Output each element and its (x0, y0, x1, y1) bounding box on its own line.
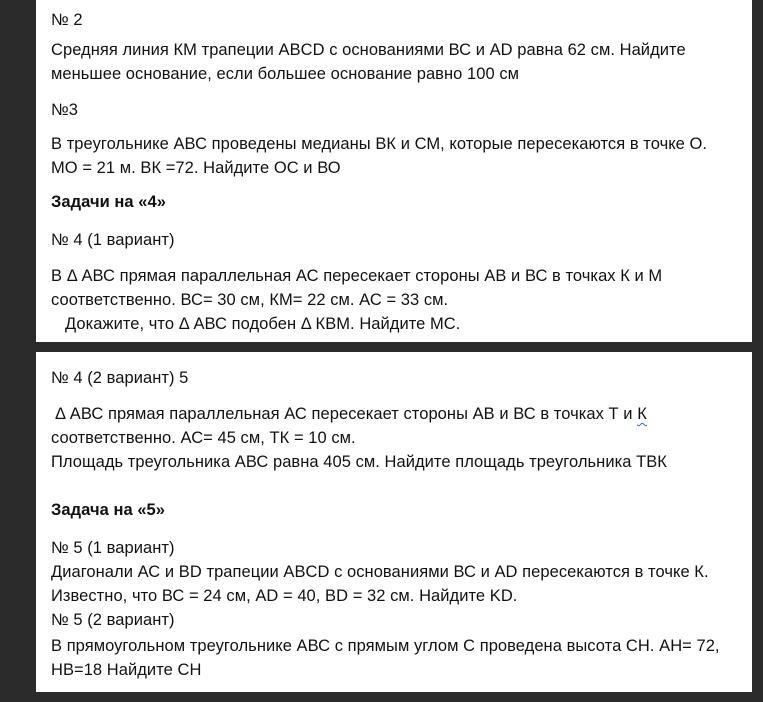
spellcheck-underlined-word: К (637, 405, 647, 423)
section-heading-4: Задачи на «4» (51, 193, 166, 211)
document-page-bottom (36, 352, 752, 692)
text-line: В Δ АВС прямая параллельная АС пересекает стороны АВ и ВС в точках К и М (51, 267, 663, 285)
section-heading-5: Задача на «5» (51, 501, 165, 519)
task-number-5-variant-2: № 5 (2 вариант) (51, 611, 175, 629)
text-line: Докажите, что Δ АВС подобен Δ КВМ. Найдите МС. (65, 315, 461, 333)
text-segment: Δ АВС прямая параллельная АС пересекает стороны АВ и ВС в точках Т и (55, 405, 638, 423)
text-line: МО = 21 м. ВК =72. Найдите ОС и ВО (51, 159, 341, 177)
text-line: Диагонали АС и BD трапеции ABCD с основаниями ВС и AD пересекаются в точке К. (51, 563, 709, 581)
task-number-3: №3 (51, 101, 78, 119)
text-line: В прямоугольном треугольнике АВС с прямым углом С проведена высота СН. АН= 72, (51, 637, 720, 655)
text-line: соответственно. АС= 45 см, ТК = 10 см. (51, 429, 356, 447)
document-page-top (36, 0, 752, 342)
text-line: Средняя линия КМ трапеции ABCD с основаниями ВС и AD равна 62 см. Найдите (51, 41, 686, 59)
text-line: В треугольнике АВС проведены медианы ВК и СМ, которые пересекаются в точке О. (51, 135, 708, 153)
task-number-2: № 2 (51, 11, 83, 29)
text-line: Площадь треугольника АВС равна 405 см. Найдите площадь треугольника ТВК (51, 453, 667, 471)
text-line: НВ=18 Найдите СН (51, 661, 202, 679)
text-line: меньшее основание, если большее основание равно 100 см (51, 65, 520, 83)
task-number-4-variant-2: № 4 (2 вариант) 5 (51, 369, 189, 387)
text-line: соответственно. ВС= 30 см, КМ= 22 см. АС = 33 см. (51, 291, 449, 309)
task-number-5-variant-1: № 5 (1 вариант) (51, 539, 175, 557)
text-line: Известно, что ВС = 24 см, AD = 40, BD = 32 см. Найдите KD. (51, 587, 518, 605)
text-line (55, 402, 647, 426)
task-number-4-variant-1: № 4 (1 вариант) (51, 231, 175, 249)
